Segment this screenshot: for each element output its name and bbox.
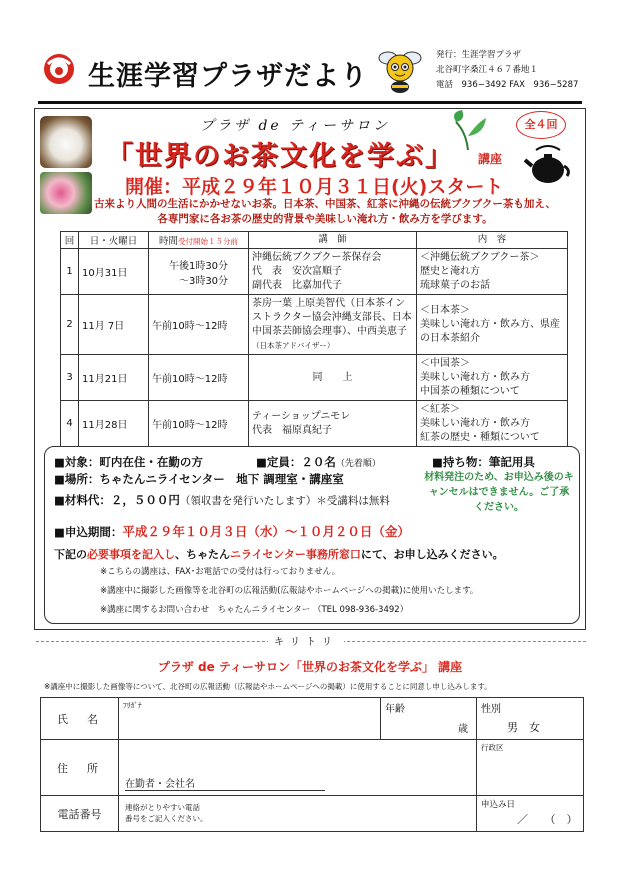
publisher-phone-fax: 電話 936−3492 FAX 936−5287 — [436, 80, 579, 90]
publisher-info — [436, 48, 578, 93]
header-time-note: 受付開始１５分前 — [178, 237, 238, 246]
row-date: 10月31日 — [79, 249, 149, 295]
header-no: 回 — [61, 232, 79, 249]
newsletter-title: 生涯学習プラザだより — [88, 61, 368, 92]
deadline-label: ■申込期間： — [54, 525, 123, 539]
table-row — [61, 355, 568, 401]
age-unit: 歳 — [458, 724, 468, 735]
row-content: ＜中国茶＞ 美味しい淹れ方・飲み方 中国茶の種類について — [417, 355, 568, 401]
bukubuku-tea-photo — [40, 116, 92, 168]
table-row — [61, 249, 568, 295]
row-lecturer-note: （日本茶アドバイザー） — [252, 340, 335, 350]
district-field[interactable] — [477, 740, 584, 796]
row-no: 3 — [61, 355, 79, 401]
apply-text-2: 必要事項を記入し — [87, 548, 175, 561]
name-field[interactable] — [119, 698, 381, 740]
phone-hint-line-2: 番号をご記入ください。 — [125, 814, 208, 823]
apply-text-3: 、ちゃたん — [175, 548, 230, 561]
event-subtitle: プラザ de ティーサロン — [200, 118, 391, 134]
cut-label: キリトリ — [268, 633, 344, 648]
phone-hint — [125, 802, 208, 824]
capacity-line — [256, 454, 381, 470]
header-date: 日・火曜日 — [79, 232, 149, 249]
apply-date-blank: ／ （ ） — [517, 813, 578, 826]
bee-mascot-icon — [376, 46, 424, 94]
tea-set-photo — [40, 172, 92, 214]
form-title: プラザ de ティーサロン「世界のお茶文化を学ぶ」 講座 — [157, 660, 463, 674]
table-row — [61, 401, 568, 447]
address-field[interactable] — [119, 740, 477, 796]
fee-note: （領収書を発行いたします）＊受講料は無料 — [179, 495, 390, 507]
header-lecturer: 講 師 — [249, 232, 417, 249]
row-content: ＜日本茶＞ 美味しい淹れ方・飲み方、県産の日本茶紹介 — [417, 295, 568, 355]
row-no: 2 — [61, 295, 79, 355]
address-label: 住 所 — [41, 740, 119, 796]
target: ■対象：町内在住・在勤の方 — [54, 455, 203, 469]
row-date: 11月 7日 — [79, 295, 149, 355]
header-time — [149, 232, 249, 249]
phone-label: 電話番号 — [41, 796, 119, 832]
age-field[interactable] — [381, 698, 477, 740]
form-row-name — [41, 698, 584, 740]
apply-instruction — [54, 546, 504, 562]
event-intro: 古来より人間の生活にかかせないお茶。日本茶、中国茶、紅茶に沖縄の伝統ブクブクー茶も加え、各専門家に各お茶の歴史的背景や美味しい淹れ方・飲み方を学びます。 — [94, 198, 556, 225]
row-date: 11月21日 — [79, 355, 149, 401]
phone-hint-line-1: 連絡がとりやすい電話 — [125, 803, 200, 812]
header-divider — [38, 101, 582, 104]
district-label: 行政区 — [481, 743, 504, 752]
form-row-phone — [41, 796, 584, 832]
row-no: 1 — [61, 249, 79, 295]
sessions-badge: 全４回 — [516, 111, 566, 139]
tea-leaf-icon — [448, 108, 488, 152]
row-no: 4 — [61, 401, 79, 447]
row-time: 午前10時～12時 — [149, 295, 249, 355]
application-form — [40, 697, 584, 832]
table-row — [61, 295, 568, 355]
town-emblem-icon — [42, 52, 76, 86]
furigana-label: ﾌﾘｶﾞﾅ — [123, 701, 142, 710]
row-lecturer: 同 上 — [249, 355, 417, 401]
phone-field[interactable] — [119, 796, 477, 832]
note-contact: ※講座に関するお問い合わせ ちゃたんニライセンター （TEL 098-936-3492） — [100, 605, 409, 615]
row-content: ＜紅茶＞ 美味しい淹れ方・飲み方 紅茶の歴史・種類について — [417, 401, 568, 447]
form-row-address — [41, 740, 584, 796]
schedule-header-row — [61, 232, 568, 249]
sex-label: 性別 — [481, 704, 501, 715]
publisher: 発行：生涯学習プラザ — [436, 50, 522, 60]
header-content: 内 容 — [417, 232, 568, 249]
row-time: 午前10時～12時 — [149, 401, 249, 447]
row-date: 11月28日 — [79, 401, 149, 447]
fee-line — [54, 492, 390, 508]
capacity-note: （先着順） — [335, 459, 381, 469]
work-label: 在勤者・会社名 — [125, 775, 325, 791]
event-series-label: 講座 — [478, 152, 503, 166]
newsletter-header — [38, 42, 578, 100]
name-label: 氏 名 — [41, 698, 119, 740]
sex-field[interactable] — [477, 698, 584, 740]
header-time-label: 時間 — [158, 236, 178, 247]
sex-options[interactable]: 男 女 — [507, 721, 540, 734]
deadline-line — [54, 522, 410, 540]
event-title: 「世界のお茶文化を学ぶ」 — [106, 141, 454, 172]
deadline: 平成２９年１０月３日（水）～１０月２０日（金） — [122, 524, 410, 539]
row-time: 午前10時～12時 — [149, 355, 249, 401]
row-lecturer — [249, 295, 417, 355]
apply-text-5: にて、お申し込みください。 — [360, 548, 504, 561]
apply-date-field[interactable] — [477, 796, 584, 832]
row-lecturer-text: 茶房一葉 上原美智代（日本茶インストラクター協会沖縄支部長、日本中国茶芸師協会理事）、中西美恵子 — [252, 297, 412, 337]
fee: ■材料代：２，５００円 — [54, 493, 180, 507]
apply-text-4: ニライセンター事務所窓口 — [230, 548, 361, 561]
schedule-table — [60, 231, 568, 447]
note-no-fax: ※こちらの講座は、FAX･お電話での受付は行っておりません。 — [100, 567, 341, 577]
start-date: 開催：平成２９年１０月３１日(火)スタート — [125, 176, 504, 198]
note-photo-use: ※講座中に撮影した画像等を北谷町の広報活動(広報誌やホームページへの掲載)に使用いたします。 — [100, 586, 479, 596]
row-lecturer: 沖縄伝統ブクブクー茶保存会 代 表 安次富順子 副代表 比嘉加代子 — [249, 249, 417, 295]
teapot-icon — [524, 140, 572, 186]
capacity: ■定員：２０名 — [256, 455, 336, 469]
cancel-note: 材料発注のため、お申込み後のキャンセルはできません。ご了承ください。 — [424, 472, 574, 513]
age-label: 年齢 — [385, 704, 405, 715]
place: ■場所：ちゃたんニライセンター 地下 調理室・講座室 — [54, 472, 344, 486]
row-lecturer: ティーショップニモレ 代表 福原真紀子 — [249, 401, 417, 447]
form-consent-note: ※講座中に撮影した画像等について、北谷町の広報活動（広報誌やホームページへの掲載）に使用することに同意し申し込みします。 — [44, 682, 492, 691]
apply-date-label: 申込み日 — [481, 800, 516, 810]
row-content: ＜沖縄伝統ブクブクー茶＞ 歴史と淹れ方 琉球菓子のお話 — [417, 249, 568, 295]
apply-text-1: 下記の — [54, 548, 87, 561]
row-time: 午後1時30分 ～3時30分 — [149, 249, 249, 295]
belongings: ■持ち物：筆記用具 — [432, 455, 535, 469]
publisher-address: 北谷町字桑江４６７番地１ — [436, 65, 539, 75]
